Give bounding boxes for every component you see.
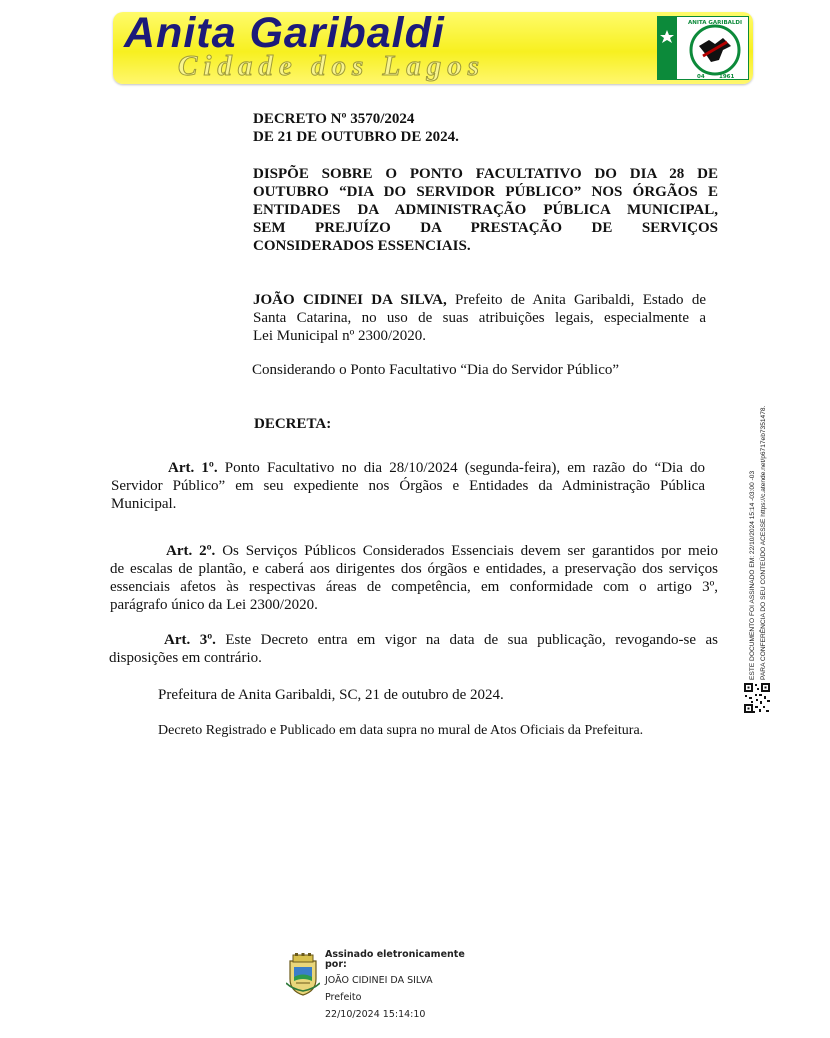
article-2-label: Art. 2º. — [166, 543, 216, 559]
article-line: essenciais afetos às respectivas áreas de competência, em conformidade com o artigo 3º, — [110, 579, 718, 595]
decree-number: DECRETO Nº 3570/2024 — [253, 111, 415, 127]
preamble — [253, 291, 706, 345]
article-line: Servidor Público” em seu expediente nos Órgãos e Entidades da Administração Pública — [111, 478, 705, 494]
preamble-line: Prefeito de Anita Garibaldi, Estado de — [455, 292, 706, 308]
municipal-coat-of-arms-icon — [286, 953, 320, 997]
article-line: Municipal. — [111, 496, 177, 512]
stamp-line-2[interactable]: PARA CONFERÊNCIA DO SEU CONTEÚDO ACESSE https://c.atende.net/p6717eb7351478. — [760, 405, 767, 680]
summary-line: SEM PREJUÍZO DA PRESTAÇÃO DE SERVIÇOS — [253, 220, 718, 236]
stamp-line-1: ESTE DOCUMENTO FOI ASSINADO EM: 22/10/2024 15:14 -03:00 -03 — [749, 470, 756, 680]
flag-text-top: ANITA GARIBALDI — [687, 20, 743, 26]
article-line: Os Serviços Públicos Considerados Essenciais devem ser garantidos por meio — [222, 543, 719, 559]
summary-line: ENTIDADES DA ADMINISTRAÇÃO PÚBLICA MUNICIPAL, — [253, 202, 718, 218]
article-line: Este Decreto entra em vigor na data de sua publicação, revogando-se as — [225, 632, 719, 648]
article-line: parágrafo único da Lei 2300/2020. — [110, 597, 318, 613]
signature-heading-2: por: — [325, 959, 347, 970]
article-3 — [109, 631, 718, 667]
flag-text-bottom: 1961 — [719, 74, 735, 80]
banner-title: Anita Garibaldi — [124, 9, 445, 57]
article-3-label: Art. 3º. — [164, 632, 216, 648]
article-2 — [110, 542, 718, 614]
signer-role: Prefeito — [325, 992, 362, 1003]
mayor-name: JOÃO CIDINEI DA SILVA, — [253, 292, 447, 308]
decree-summary — [253, 165, 718, 255]
signature-datetime: 22/10/2024 15:14:10 — [325, 1009, 426, 1020]
summary-line: OUTUBRO “DIA DO SERVIDOR PÚBLICO” NOS ÓRGÃOS E — [253, 184, 718, 200]
place-date: Prefeitura de Anita Garibaldi, SC, 21 de outubro de 2024. — [158, 687, 504, 703]
decreta-heading: DECRETA: — [254, 416, 332, 432]
signature-block — [325, 948, 465, 1021]
article-line: de escalas de plantão, e caberá aos dirigentes dos órgãos e entidades, a preservação dos serviços — [110, 561, 718, 577]
banner-subtitle: Cidade dos Lagos — [178, 50, 486, 82]
summary-line: CONSIDERADOS ESSENCIAIS. — [253, 238, 471, 254]
article-1 — [111, 459, 705, 513]
registered-note: Decreto Registrado e Publicado em data supra no mural de Atos Oficiais da Prefeitura. — [158, 723, 644, 738]
flag-year-prefix: 04 — [697, 74, 705, 80]
article-line: Ponto Facultativo no dia 28/10/2024 (segunda-feira), em razão do “Dia do — [224, 460, 706, 476]
preamble-line: Lei Municipal nº 2300/2020. — [253, 328, 426, 344]
qr-code-icon[interactable] — [743, 682, 771, 714]
municipal-flag-icon — [657, 16, 749, 80]
signer-name: JOÃO CIDINEI DA SILVA — [325, 975, 433, 986]
article-1-label: Art. 1º. — [168, 460, 218, 476]
signature-heading-1: Assinado eletronicamente — [325, 949, 465, 960]
summary-line: DISPÕE SOBRE O PONTO FACULTATIVO DO DIA 28 DE — [253, 166, 718, 182]
verification-stamp — [747, 354, 773, 680]
article-line: disposições em contrário. — [109, 650, 262, 666]
decree-date: DE 21 DE OUTUBRO DE 2024. — [253, 129, 459, 145]
considering-text: Considerando o Ponto Facultativo “Dia do Servidor Público” — [252, 362, 620, 378]
preamble-line: Santa Catarina, no uso de suas atribuições legais, especialmente a — [253, 310, 706, 326]
